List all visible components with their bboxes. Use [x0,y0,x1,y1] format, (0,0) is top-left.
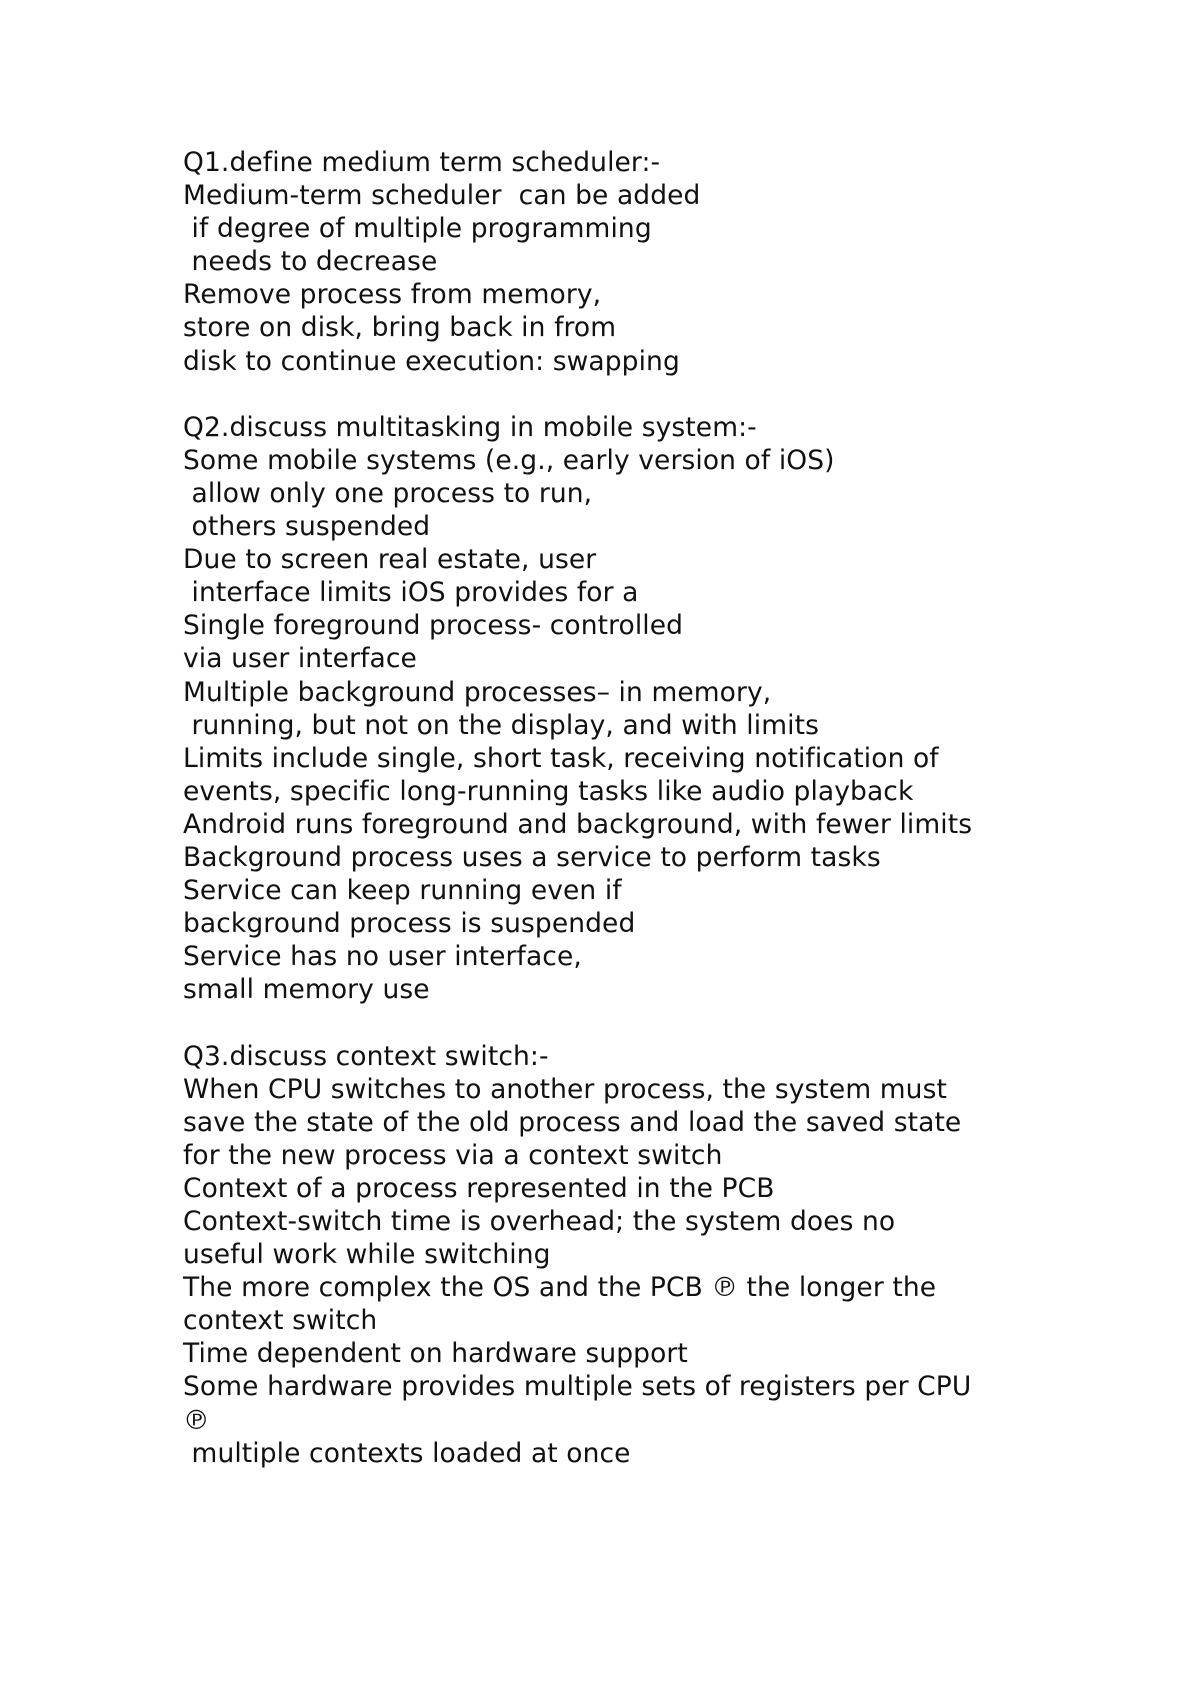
text-line: useful work while switching [183,1239,551,1271]
text-line: Context-switch time is overhead; the system does no [183,1206,896,1237]
text-line: Some hardware provides multiple sets of registers per CPU [183,1371,972,1403]
text-line: Multiple background processes– in memory, [183,676,772,708]
text-line: multiple contexts loaded at once [183,1437,631,1469]
text-line: ℗ [183,1404,210,1436]
question-heading: Q3.discuss context switch:- [183,1040,549,1072]
text-line: if degree of multiple programming [183,213,652,245]
text-line: for the new process via a context switch [183,1139,723,1171]
text-line: save the state of the old process and load the saved state [183,1106,962,1138]
document-page [183,146,1163,1470]
text-line: Limits include single, short task, receiving notification of [183,742,939,774]
text-line: store on disk, bring back in from [183,312,617,344]
text-line: Background process uses a service to perform tasks [183,841,881,873]
text-line: needs to decrease [183,246,438,278]
text-line: Single foreground process- controlled [183,610,684,642]
text-line: interface limits iOS provides for a [183,577,639,609]
text-line: The more complex the OS and the PCB ℗ the longer the [183,1272,937,1304]
text-line: background process is suspended [183,908,636,940]
text-line: Context of a process represented in the PCB [183,1172,775,1204]
text-line: via user interface [183,643,417,675]
text-line: Service can keep running even if [183,875,622,907]
text-line: Due to screen real estate, user [183,544,597,576]
text-line: Android runs foreground and background, with fewer limits [183,808,973,840]
section-q1 [183,146,1163,378]
text-line: Time dependent on hardware support [183,1338,688,1370]
text-line: context switch [183,1305,378,1337]
text-line: Service has no user interface, [183,941,582,973]
text-line: disk to continue execution: swapping [183,345,680,377]
text-line: Remove process from memory, [183,279,602,311]
text-line: Some mobile systems (e.g., early version of iOS) [183,444,835,476]
text-line: others suspended [183,511,431,543]
section-q3 [183,1040,1163,1470]
text-line: small memory use [183,974,430,1006]
section-q2 [183,411,1163,1007]
text-line: events, specific long-running tasks like audio playback [183,775,914,807]
question-heading: Q1.define medium term scheduler:- [183,147,661,178]
text-line: When CPU switches to another process, the system must [183,1073,947,1105]
text-line: Medium-term scheduler can be added [183,180,701,212]
text-line: allow only one process to run, [183,477,593,509]
text-line: running, but not on the display, and with limits [183,709,819,741]
question-heading: Q2.discuss multitasking in mobile system:- [183,411,757,443]
